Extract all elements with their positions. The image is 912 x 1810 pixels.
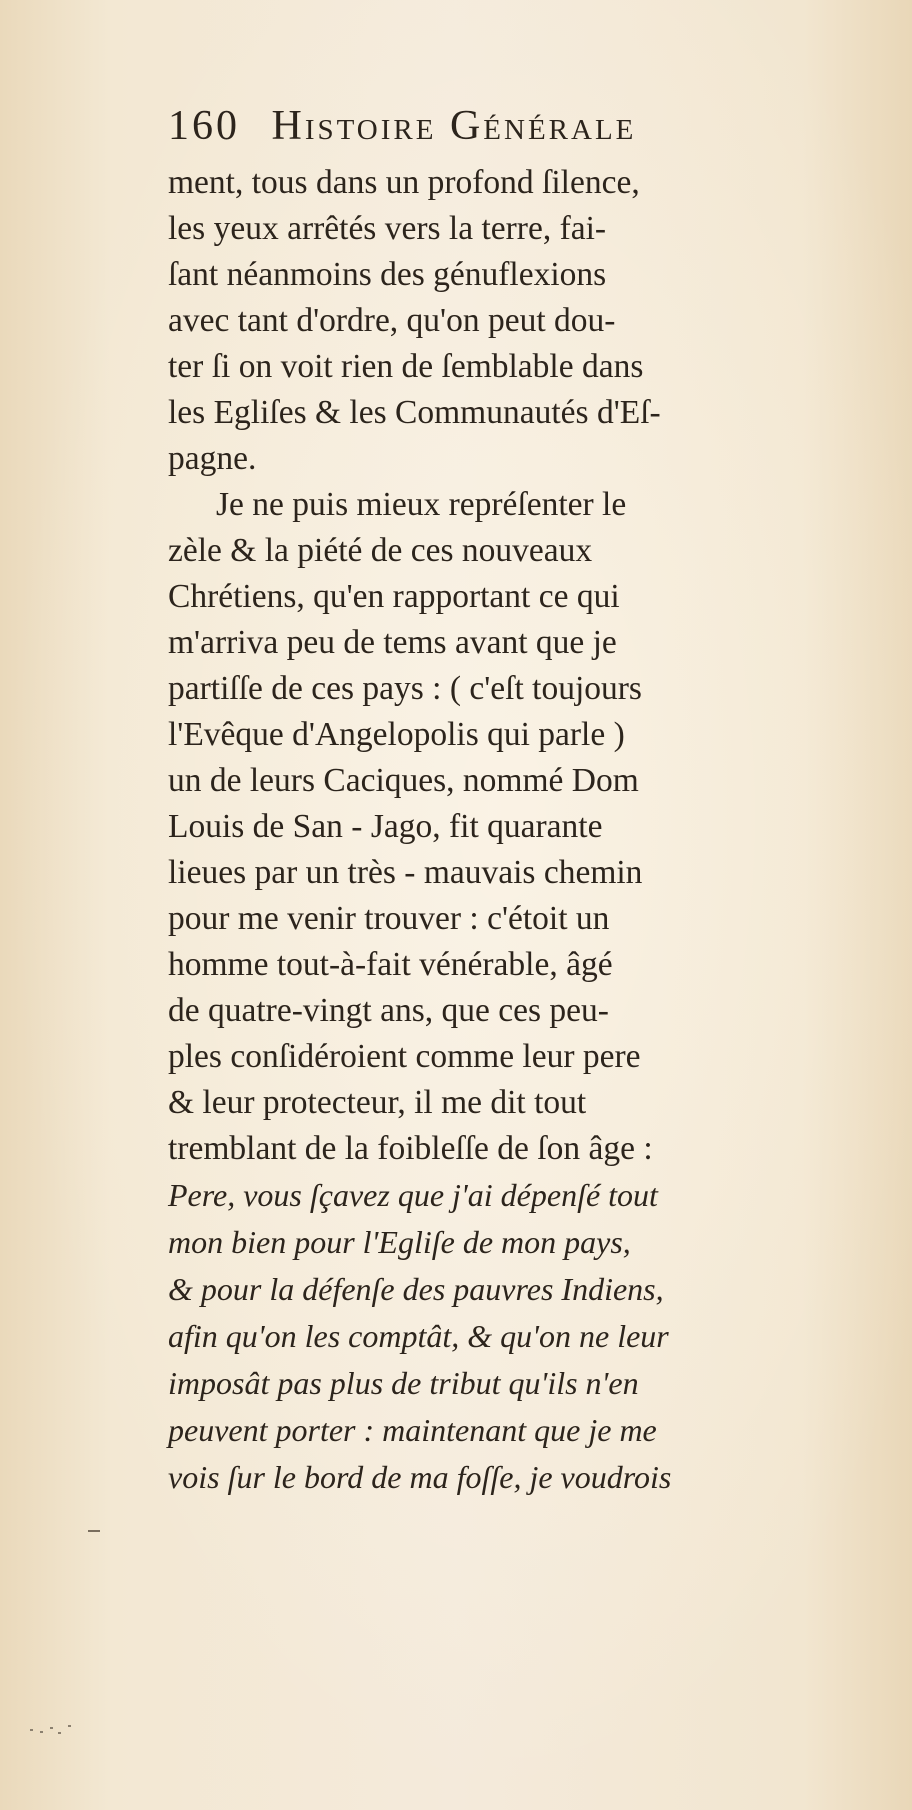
text-line: ter ſi on voit rien de ſemblable dans [168,348,644,385]
paper-specks [30,1725,74,1735]
italic-quote-line: & pour la défenſe des pauvres Indiens, [168,1271,664,1307]
italic-quote-line: peuvent porter : maintenant que je me [168,1412,657,1448]
text-line: ſant néanmoins des génuflexions [168,256,607,293]
text-line: m'arriva peu de tems avant que je [168,624,617,661]
running-header [168,96,808,156]
text-line: Louis de San - Jago, fit quarante [168,808,603,845]
text-line: pagne. [168,440,257,477]
text-line: un de leurs Caciques, nommé Dom [168,762,639,799]
italic-quote-line: vois ſur le bord de ma foſſe, je voudrois [168,1459,672,1495]
text-line: homme tout-à-fait vénérable, âgé [168,946,613,983]
text-line: ples conſidéroient comme leur pere [168,1038,641,1075]
text-line: Chrétiens, qu'en rapportant ce qui [168,578,620,615]
text-line: les Egliſes & les Communautés d'Eſ- [168,394,661,431]
text-line: tremblant de la foibleſſe de ſon âge : [168,1130,653,1167]
text-line: ment, tous dans un profond ſilence, [168,164,640,201]
italic-quote-line: afin qu'on les comptât, & qu'on ne leur [168,1318,669,1354]
italic-quote-line: mon bien pour l'Egliſe de mon pays, [168,1224,631,1260]
margin-mark [88,1530,100,1532]
running-title: Histoire Générale [271,103,637,149]
italic-quote-line: Pere, vous ſçavez que j'ai dépenſé tout [168,1177,658,1213]
page-number: 160 [168,103,240,149]
text-line: & leur protecteur, il me dit tout [168,1084,587,1121]
page-body [168,160,888,1501]
text-line: lieues par un très - mauvais chemin [168,854,643,891]
text-line: avec tant d'ordre, qu'on peut dou- [168,302,616,339]
paragraph-start-line: Je ne puis mieux repréſenter le [216,486,627,523]
italic-quote-line: imposât pas plus de tribut qu'ils n'en [168,1365,639,1401]
text-line: l'Evêque d'Angelopolis qui parle ) [168,716,625,753]
text-line: les yeux arrêtés vers la terre, fai- [168,210,607,247]
text-line: pour me venir trouver : c'étoit un [168,900,610,937]
text-line: de quatre-vingt ans, que ces peu- [168,992,609,1029]
text-line: zèle & la piété de ces nouveaux [168,532,593,569]
text-line: partiſſe de ces pays : ( c'eſt toujours [168,670,642,707]
